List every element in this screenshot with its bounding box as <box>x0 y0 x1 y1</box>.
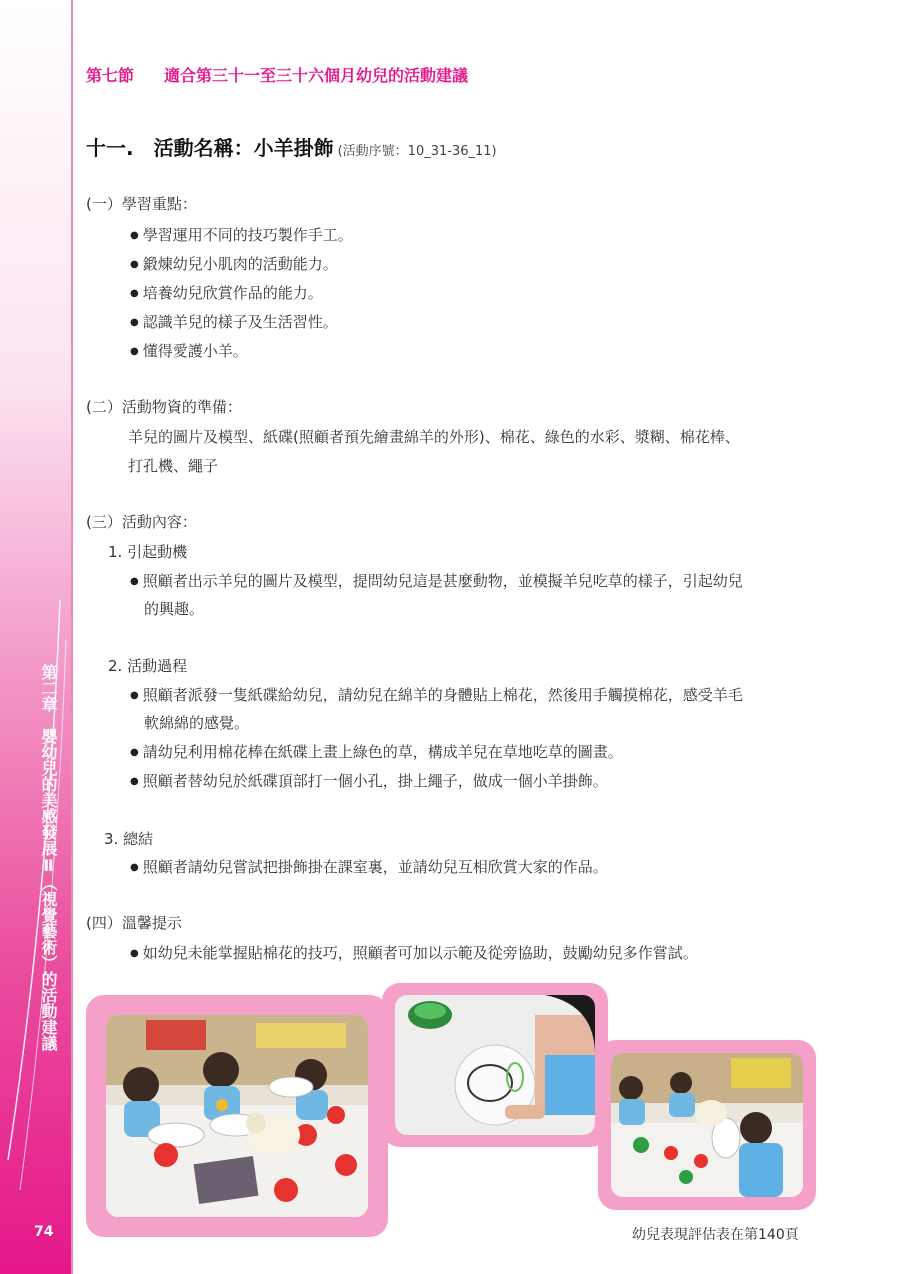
tips-heading: (四）溫馨提示 <box>86 914 182 932</box>
assessment-note: 幼兒表現評估表在第140頁 <box>632 1227 799 1243</box>
step-bullet: ● 照顧者派發一隻紙碟給幼兒，請幼兒在綿羊的身體貼上棉花，然後用手觸摸棉花，感受羊毛 <box>130 684 743 705</box>
materials-heading: (二）活動物資的準備： <box>86 398 242 416</box>
learning-item: ● 懂得愛護小羊。 <box>130 340 248 361</box>
step-bullet-cont: 的興趣。 <box>144 600 205 618</box>
sidebar-band <box>0 0 72 1274</box>
step-label: 2. 活動過程 <box>108 657 188 675</box>
content-heading: (三）活動內容： <box>86 513 197 531</box>
step-bullet: ● 請幼兒利用棉花棒在紙碟上畫上綠色的草，構成羊兒在草地吃草的圖畫。 <box>130 741 623 762</box>
step-bullet: ● 照顧者替幼兒於紙碟頂部打一個小孔，掛上繩子，做成一個小羊掛飾。 <box>130 770 608 791</box>
step-bullet-cont: 軟綿綿的感覺。 <box>144 714 250 732</box>
activity-name: 十一. 活動名稱：小羊掛飾 <box>86 136 334 160</box>
section-header <box>86 63 468 86</box>
learning-item: ● 鍛煉幼兒小肌肉的活動能力。 <box>130 253 338 274</box>
step-bullet: ● 照顧者請幼兒嘗試把掛飾掛在課室裏，並請幼兒互相欣賞大家的作品。 <box>130 856 608 877</box>
page-number: 74 <box>34 1224 54 1240</box>
step-bullet: ● 照顧者出示羊兒的圖片及模型，提問幼兒這是甚麼動物，並模擬羊兒吃草的樣子，引起幼兒 <box>130 570 743 591</box>
learning-item: ● 培養幼兒欣賞作品的能力。 <box>130 282 323 303</box>
section-title: 適合第三十一至三十六個月幼兒的活動建議 <box>164 66 469 85</box>
activity-photo <box>395 995 595 1135</box>
activity-photo <box>106 1015 368 1217</box>
activity-serial: (活動序號：10_31-36_11) <box>337 144 497 159</box>
tips-bullet: ● 如幼兒未能掌握貼棉花的技巧，照顧者可加以示範及從旁協助，鼓勵幼兒多作嘗試。 <box>130 942 698 963</box>
activity-title <box>86 132 497 161</box>
learning-item: ● 認識羊兒的樣子及生活習性。 <box>130 311 338 332</box>
materials-line: 羊兒的圖片及模型、紙碟(照顧者預先繪畫綿羊的外形)、棉花、綠色的水彩、漿糊、棉花棒、 <box>128 428 740 446</box>
section-number: 第七節 <box>86 66 135 85</box>
activity-photo <box>611 1053 803 1197</box>
learning-heading: (一）學習重點： <box>86 195 197 213</box>
materials-line: 打孔機、繩子 <box>128 457 219 475</box>
step-label: 1. 引起動機 <box>108 543 188 561</box>
learning-item: ● 學習運用不同的技巧製作手工。 <box>130 224 353 245</box>
photo-frame <box>382 983 608 1147</box>
photo-frame <box>598 1040 816 1210</box>
step-label: 3. 總結 <box>104 830 154 848</box>
photo-frame <box>86 995 388 1237</box>
chapter-title-vertical: 第二章 嬰幼兒的美感發展Ⅱ︵視覺藝術︶的活動建議 <box>39 664 58 1051</box>
